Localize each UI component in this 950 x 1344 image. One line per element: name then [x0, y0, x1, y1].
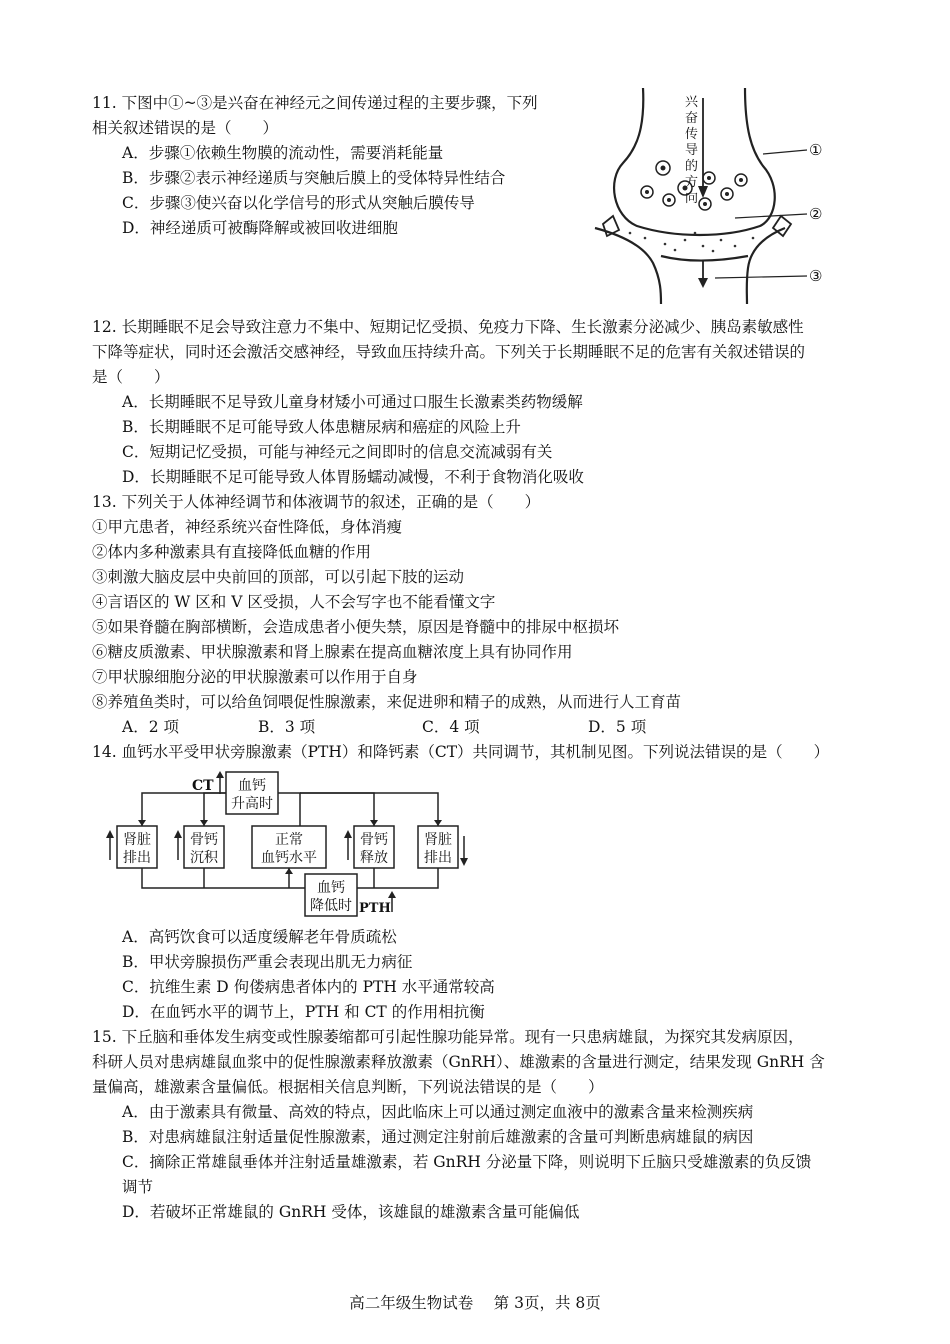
q13-choice-b: B．3 项	[258, 718, 316, 736]
q12-stem-line2: 下降等症状，同时还会激活交感神经，导致血压持续升高。下列关于长期睡眠不足的危害有关叙述错误的	[92, 343, 806, 361]
q13-item-8: ⑧养殖鱼类时，可以给鱼饲喂促性腺激素，来促进卵和精子的成熟，从而进行人工育苗	[92, 693, 682, 711]
q13-choice-a: A．2 项	[122, 718, 179, 736]
low-box-line2: 降低时	[310, 898, 352, 914]
q11-option-c: C．步骤③使兴奋以化学信号的形式从突触后膜传导	[122, 194, 475, 212]
q15-option-b: B．对患病雄鼠注射适量促性腺激素，通过测定注射前后雄激素的含量可判断患病雄鼠的病因	[122, 1128, 754, 1146]
postsynaptic-membrane	[595, 228, 661, 304]
high-box-line1: 血钙	[238, 778, 266, 794]
q13-choice-d: D．5 项	[588, 718, 647, 736]
kidney-right-line1: 肾脏	[424, 832, 452, 848]
bone-deposit-line2: 沉积	[190, 850, 218, 866]
q15-option-c-cont: 调节	[122, 1178, 154, 1196]
q11-stem-line1: 11. 下图中①~③是兴奋在神经元之间传递过程的主要步骤，下列	[92, 94, 538, 112]
q11-stem-line2: 相关叙述错误的是（ ）	[92, 119, 279, 137]
q13-choice-c: C．4 项	[422, 718, 480, 736]
q15-stem-line3: 量偏高，雄激素含量偏低。根据相关信息判断，下列说法错误的是（ ）	[92, 1078, 604, 1096]
bone-deposit-line1: 骨钙	[190, 832, 218, 848]
q13-item-6: ⑥糖皮质激素、甲状腺激素和肾上腺素在提高血糖浓度上具有协同作用	[92, 643, 573, 661]
q14-option-d: D．在血钙水平的调节上，PTH 和 CT 的作用相抗衡	[122, 1003, 485, 1021]
q14-option-a: A．高钙饮食可以适度缓解老年骨质疏松	[122, 928, 397, 946]
kidney-right-line2: 排出	[424, 850, 452, 866]
q12-stem-line1: 12. 长期睡眠不足会导致注意力不集中、短期记忆受损、免疫力下降、生长激素分泌减少、胰岛素敏感性	[92, 318, 804, 336]
q15-option-d: D．若破坏正常雄鼠的 GnRH 受体，该雄鼠的雄激素含量可能偏低	[122, 1203, 580, 1221]
q12-option-a: A．长期睡眠不足导致儿童身材矮小可通过口服生长激素类药物缓解	[122, 393, 583, 411]
q13-item-2: ②体内多种激素具有直接降低血糖的作用	[92, 543, 372, 561]
q12-option-b: B．长期睡眠不足可能导致人体患糖尿病和癌症的风险上升	[122, 418, 521, 436]
q14-stem: 14. 血钙水平受甲状旁腺激素（PTH）和降钙素（CT）共同调节，其机制见图。下列说法错误的是（ ）	[92, 743, 830, 761]
marker-2: ②	[809, 205, 823, 223]
q13-item-3: ③刺激大脑皮层中央前回的顶部，可以引起下肢的运动	[92, 568, 465, 586]
normal-line2: 血钙水平	[261, 850, 317, 866]
normal-line1: 正常	[275, 832, 303, 848]
q13-item-7: ⑦甲状腺细胞分泌的甲状腺激素可以作用于自身	[92, 668, 418, 686]
q12-option-d: D．长期睡眠不足可能导致人体胃肠蠕动减慢，不利于食物消化吸收	[122, 468, 584, 486]
q11-option-b: B．步骤②表示神经递质与突触后膜上的受体特异性结合	[122, 169, 506, 187]
q11-option-d: D．神经递质可被酶降解或被回收进细胞	[122, 219, 398, 237]
q14-option-b: B．甲状旁腺损伤严重会表现出肌无力病征	[122, 953, 413, 971]
page-footer: 高二年级生物试卷 第 3页，共 8页	[349, 1294, 601, 1312]
q13-item-1: ①甲亢患者，神经系统兴奋性降低，身体消瘦	[92, 518, 403, 536]
q14-option-c: C．抗维生素 D 佝偻病患者体内的 PTH 水平通常较高	[122, 978, 495, 996]
q12-option-c: C．短期记忆受损，可能与神经元之间即时的信息交流减弱有关	[122, 443, 553, 461]
q15-stem-line1: 15. 下丘脑和垂体发生病变或性腺萎缩都可引起性腺功能异常。现有一只患病雄鼠，为探究其发病原因，	[92, 1028, 804, 1046]
q12-stem-line3: 是（ ）	[92, 368, 170, 386]
ct-label: CT	[192, 778, 214, 794]
q15-option-a: A．由于激素具有微量、高效的特点，因此临床上可以通过测定血液中的激素含量来检测疾病	[122, 1103, 754, 1121]
high-box-line2: 升高时	[231, 796, 273, 812]
q13-item-5: ⑤如果脊髓在胸部横断，会造成患者小便失禁，原因是脊髓中的排尿中枢损坏	[92, 618, 620, 636]
pth-label: PTH	[359, 901, 391, 916]
marker-3: ③	[809, 267, 823, 285]
q13-item-4: ④言语区的 W 区和 V 区受损，人不会写字也不能看懂文字	[92, 593, 496, 611]
arrow-label: 兴 奋 传 导 的 方 向	[685, 95, 699, 206]
bone-release-line2: 释放	[360, 850, 388, 866]
q15-stem-line2: 科研人员对患病雄鼠血浆中的促性腺激素释放激素（GnRH）、雄激素的含量进行测定，结果发现 GnRH 含	[92, 1053, 825, 1071]
kidney-left-line1: 肾脏	[123, 832, 151, 848]
marker-1: ①	[809, 141, 823, 159]
synapse-figure	[585, 88, 845, 304]
low-box-line1: 血钙	[317, 880, 345, 896]
calcium-regulation-diagram	[100, 768, 480, 918]
q15-option-c: C．摘除正常雄鼠垂体并注射适量雄激素，若 GnRH 分泌量下降，则说明下丘脑只受雄激素的负反馈	[122, 1153, 812, 1171]
kidney-left-line2: 排出	[123, 850, 151, 866]
q13-stem: 13. 下列关于人体神经调节和体液调节的叙述，正确的是（ ）	[92, 493, 541, 511]
bone-release-line1: 骨钙	[360, 832, 388, 848]
q11-option-a: A．步骤①依赖生物膜的流动性，需要消耗能量	[122, 144, 444, 162]
